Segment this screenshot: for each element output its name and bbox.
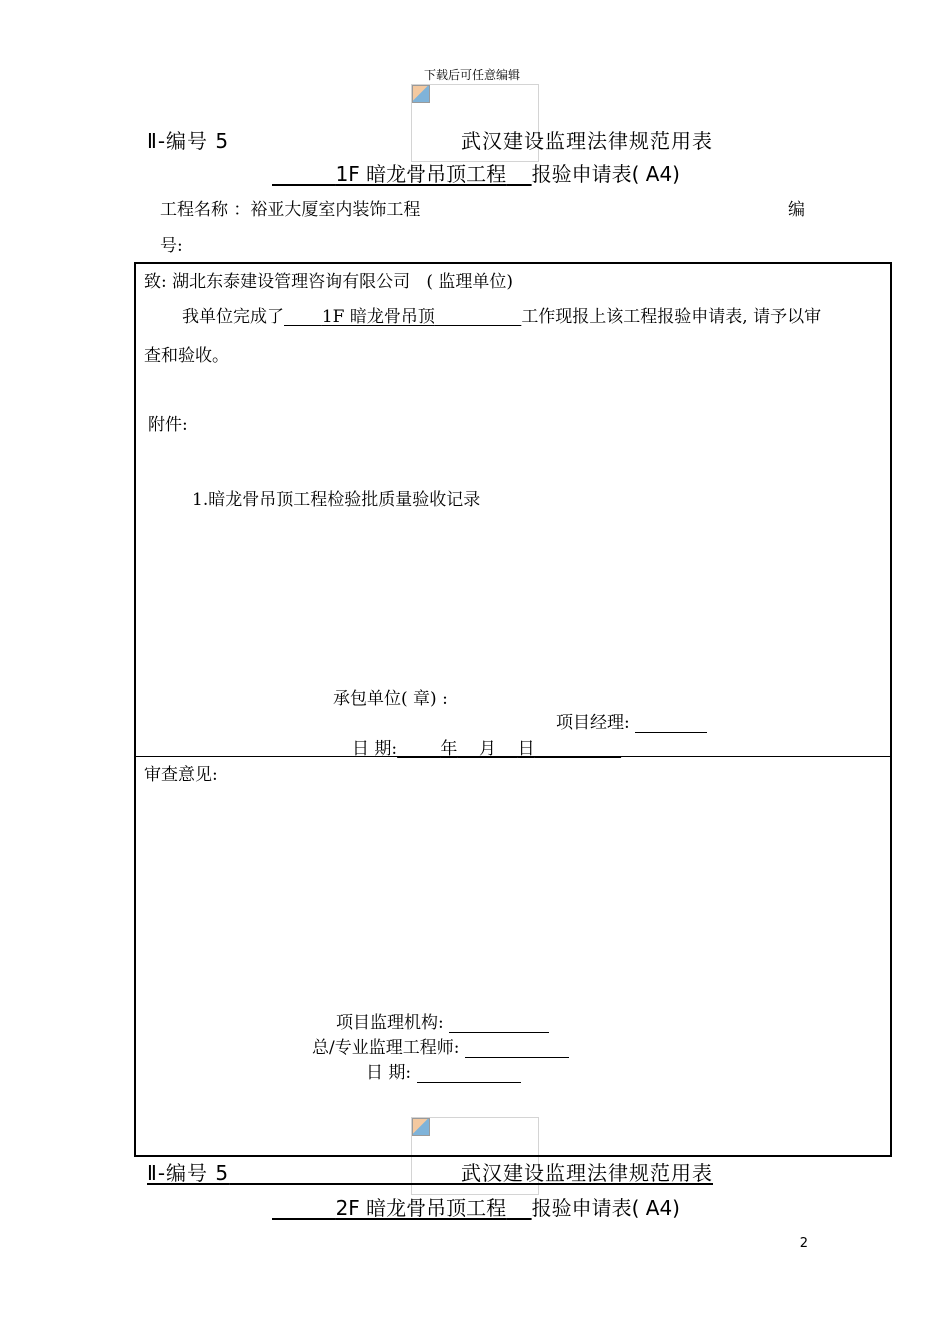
page-number: 2 [799, 1236, 808, 1251]
project-number-label-2: 号: [160, 236, 183, 256]
addressee-label: 致: [144, 272, 167, 292]
addressee-value: 湖北东泰建设管理咨询有限公司 [172, 272, 411, 292]
form-subtitle-2 [272, 1192, 680, 1221]
form-subject: 1F 暗龙骨吊顶工程 [335, 162, 507, 186]
attachments-label: 附件: [148, 415, 188, 435]
addressee-row [144, 267, 513, 292]
form-code-2: Ⅱ-编号 5 [147, 1161, 230, 1185]
project-name-label: 工程名称 ： [160, 200, 251, 220]
supervision-org-row [336, 1008, 549, 1033]
project-name-row [160, 195, 420, 220]
review-opinion-label: 审查意见: [144, 765, 218, 785]
contractor-seal-label: 承包单位( 章) : [333, 689, 448, 709]
form-code: Ⅱ-编号 5 [147, 129, 230, 153]
form-subtitle [272, 158, 680, 187]
review-date-field[interactable] [417, 1065, 521, 1083]
watermark-text: 下载后可任意编辑 [424, 68, 521, 82]
addressee-role: ( 监理单位) [426, 272, 514, 292]
date-field[interactable]: 年 月 日 [440, 739, 535, 759]
image-icon [412, 85, 430, 103]
attachment-item-1: 1.暗龙骨吊顶工程检验批质量验收记录 [192, 490, 481, 510]
supervision-org-field[interactable] [449, 1015, 549, 1033]
project-number-label: 编 [788, 200, 805, 220]
review-date-label: 日 期: [366, 1063, 412, 1083]
review-date-row [366, 1058, 521, 1083]
form-title-2: 报验申请表( A4) [531, 1196, 680, 1220]
series-title: 武汉建设监理法律规范用表 [461, 129, 713, 153]
project-manager-label: 项目经理: [556, 713, 630, 733]
engineer-field[interactable] [465, 1040, 569, 1058]
engineer-row [312, 1033, 569, 1058]
project-name-value: 裕亚大厦室内装饰工程 [250, 200, 421, 220]
form-subject-2: 2F 暗龙骨吊顶工程 [335, 1196, 507, 1220]
project-manager-field[interactable] [635, 715, 707, 733]
project-manager-row [556, 708, 707, 733]
contractor-date-row [352, 734, 621, 759]
form-title: 报验申请表( A4) [531, 162, 680, 186]
statement-line-1: 我单位完成了 1F 暗龙骨吊顶 工作现报上该工程报验申请表, 请予以审 [182, 307, 822, 327]
completed-item: 1F 暗龙骨吊顶 [321, 307, 435, 327]
statement-line-2: 查和验收。 [144, 346, 229, 366]
series-title-2: 武汉建设监理法律规范用表 [461, 1161, 713, 1185]
engineer-label: 总/专业监理工程师: [312, 1038, 460, 1058]
date-label: 日 期: [352, 739, 398, 759]
supervision-org-label: 项目监理机构: [336, 1013, 444, 1033]
